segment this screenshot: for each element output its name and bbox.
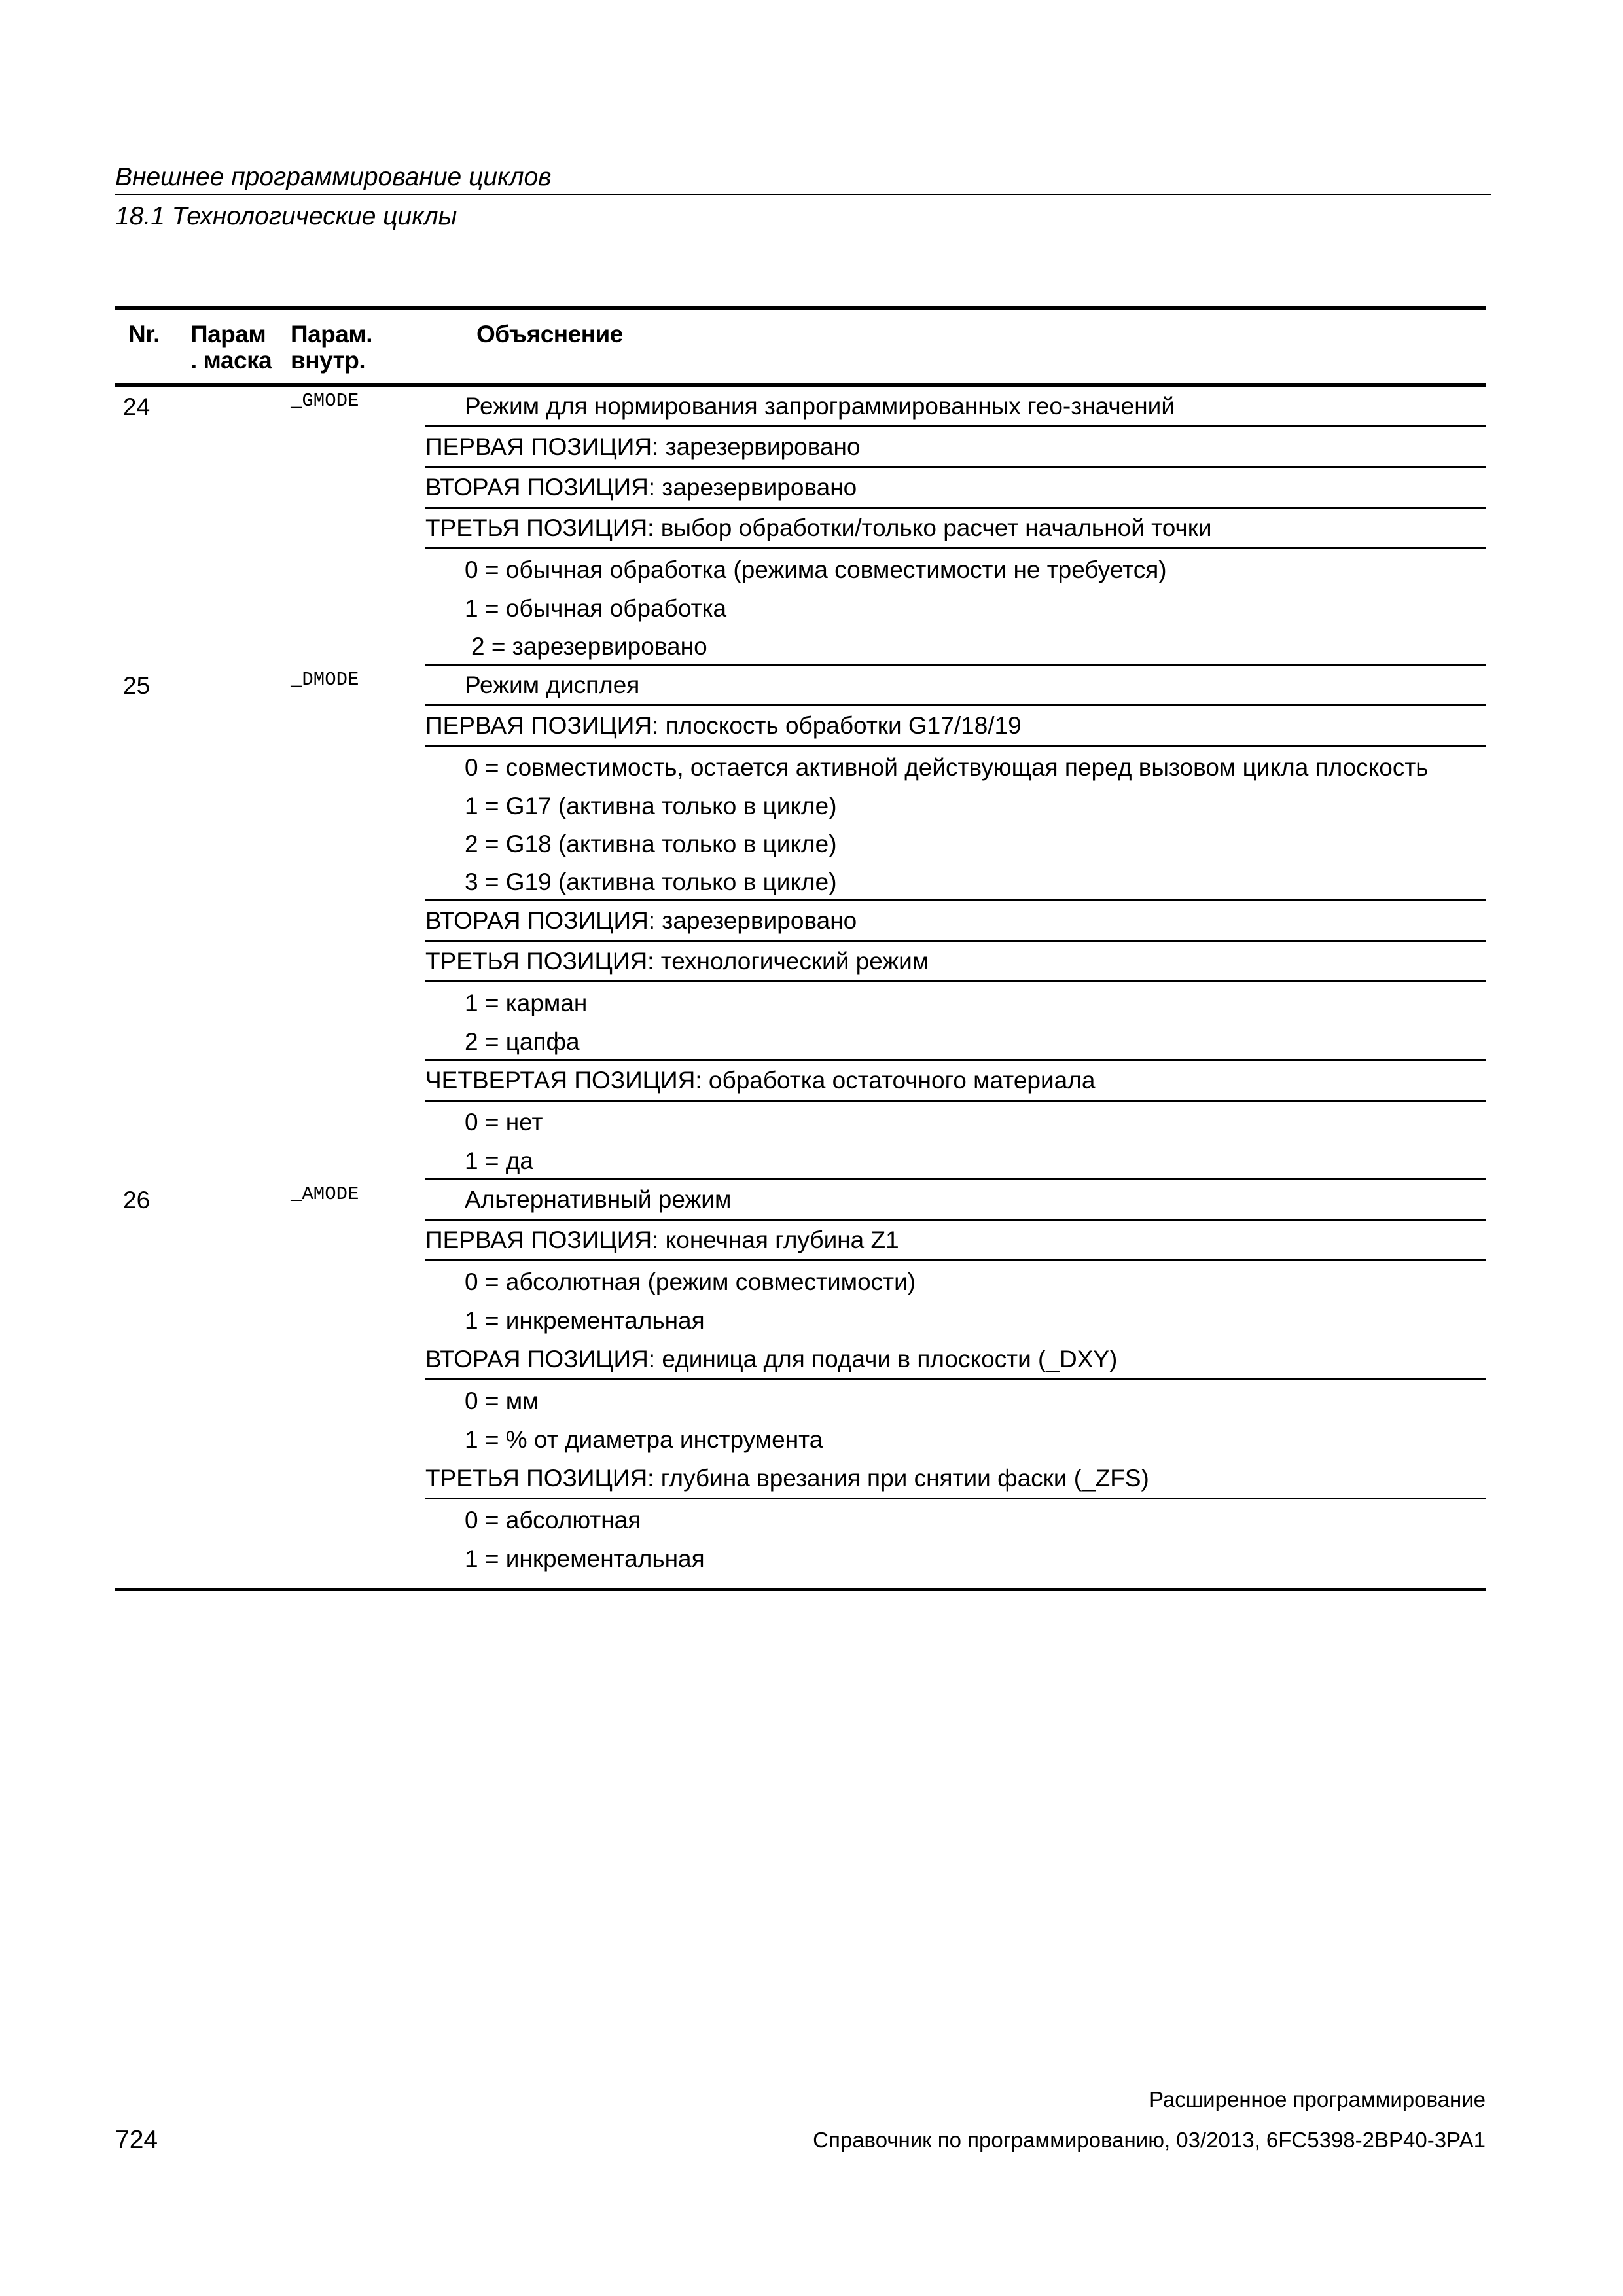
param-internal-name: _AMODE	[291, 1183, 359, 1205]
table-bottom-rule	[115, 1588, 1486, 1591]
column-header-param-internal-line1: Парам.	[291, 321, 373, 348]
header-rule	[115, 194, 1491, 195]
value-option: 0 = абсолютная	[465, 1507, 641, 1534]
explanation-heading: Режим для нормирования запрограммированных гео-значений	[425, 387, 1486, 427]
column-header-param-mask-line2: . маска	[190, 347, 272, 374]
running-header	[115, 161, 1491, 233]
page-number: 724	[115, 2126, 158, 2154]
position-heading: ТРЕТЬЯ ПОЗИЦИЯ: выбор обработки/только расчет начальной точки	[425, 509, 1486, 549]
position-heading: ТРЕТЬЯ ПОЗИЦИЯ: технологический режим	[425, 942, 1486, 982]
table-row-group	[115, 1180, 1486, 1578]
column-header-nr: Nr.	[128, 321, 160, 348]
value-option: 1 = обычная обработка	[465, 595, 727, 622]
value-option: 2 = цапфа	[425, 1023, 1486, 1061]
table-row-group	[115, 387, 1486, 666]
column-header-param-internal-line2: внутр.	[291, 347, 366, 374]
value-option: 0 = обычная обработка (режима совместимости не требуется)	[465, 556, 1167, 583]
position-heading: ВТОРАЯ ПОЗИЦИЯ: зарезервировано	[425, 901, 1486, 942]
param-mask-cell	[181, 666, 280, 1180]
position-heading: ВТОРАЯ ПОЗИЦИЯ: единица для подачи в плоскости (_DXY)	[425, 1340, 1486, 1380]
position-heading: ЧЕТВЕРТАЯ ПОЗИЦИЯ: обработка остаточного материала	[425, 1061, 1486, 1102]
value-option: 0 = мм	[465, 1388, 539, 1414]
column-header-explanation: Объяснение	[476, 321, 623, 348]
value-option: 0 = совместимость, остается активной действующая перед вызовом цикла плоскость	[465, 754, 1429, 781]
param-number: 25	[123, 672, 151, 699]
value-option: 2 = зарезервировано	[425, 628, 1486, 666]
explanation-cell	[425, 387, 1486, 666]
param-internal-name: _GMODE	[291, 390, 359, 412]
position-heading: ПЕРВАЯ ПОЗИЦИЯ: зарезервировано	[425, 427, 1486, 468]
explanation-cell	[425, 1180, 1486, 1578]
table-body	[115, 387, 1486, 1578]
value-option: 1 = карман	[465, 990, 588, 1016]
parameter-table	[115, 306, 1486, 1578]
table-row-group	[115, 666, 1486, 1180]
value-option: 1 = да	[425, 1142, 1486, 1180]
column-header-param-internal	[291, 321, 395, 374]
position-heading: ПЕРВАЯ ПОЗИЦИЯ: конечная глубина Z1	[425, 1221, 1486, 1261]
value-option: 1 = G17 (активна только в цикле)	[465, 793, 837, 819]
param-mask-cell	[181, 387, 280, 666]
position-heading: ПЕРВАЯ ПОЗИЦИЯ: плоскость обработки G17/18/19	[425, 706, 1486, 747]
explanation-cell	[425, 666, 1486, 1180]
table-header	[115, 310, 1486, 387]
value-option: 0 = абсолютная (режим совместимости)	[465, 1268, 916, 1295]
value-option: 3 = G19 (активна только в цикле)	[425, 863, 1486, 901]
value-option: 2 = G18 (активна только в цикле)	[465, 831, 837, 857]
param-internal-name: _DMODE	[291, 669, 359, 691]
footer-book-title: Расширенное программирование	[1149, 2087, 1486, 2111]
position-heading: ВТОРАЯ ПОЗИЦИЯ: зарезервировано	[425, 468, 1486, 509]
explanation-heading: Режим дисплея	[425, 666, 1486, 706]
footer-reference: Справочник по программированию, 03/2013, 6FC5398-2BP40-3PA1	[813, 2128, 1486, 2152]
value-option: 1 = инкрементальная	[465, 1545, 705, 1572]
value-option: 1 = % от диаметра инструмента	[465, 1426, 823, 1453]
value-option: 1 = инкрементальная	[465, 1307, 705, 1334]
section-title: 18.1 Технологические циклы	[115, 202, 457, 230]
column-header-param-mask-line1: Парам	[190, 321, 266, 348]
param-mask-cell	[181, 1180, 280, 1578]
explanation-heading: Альтернативный режим	[425, 1180, 1486, 1221]
value-option: 0 = нет	[465, 1109, 543, 1136]
column-header-param-mask	[190, 321, 289, 374]
param-number: 26	[123, 1187, 151, 1213]
chapter-title: Внешнее программирование циклов	[115, 163, 552, 191]
param-number: 24	[123, 393, 151, 420]
position-heading: ТРЕТЬЯ ПОЗИЦИЯ: глубина врезания при снятии фаски (_ZFS)	[425, 1459, 1486, 1499]
